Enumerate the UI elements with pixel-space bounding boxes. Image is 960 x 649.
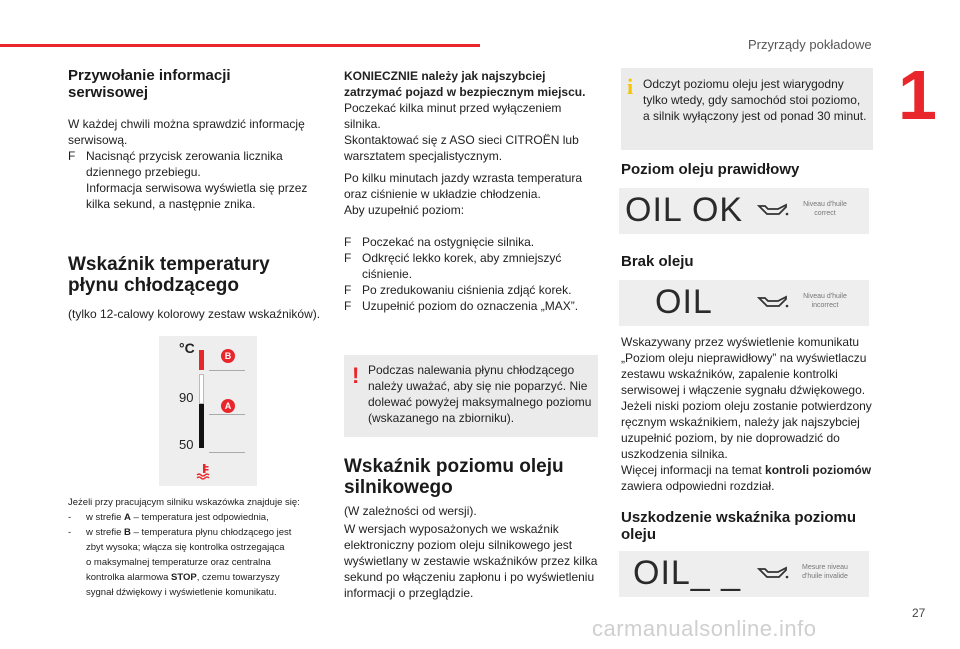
chapter-number: 1 (898, 56, 937, 134)
zone-letter: A (124, 512, 131, 523)
text-line: o maksymalnej temperaturze oraz centralna (86, 557, 271, 568)
section-title: Przyrządy pokładowe (748, 37, 872, 52)
gauge-label-b: B (221, 349, 235, 363)
text-line: serwisową. (68, 133, 128, 147)
text-line: Jeżeli niski poziom oleju zostanie potwierdzony (621, 399, 872, 413)
text-line: sekund po włączeniu zapłonu i po wyświetleniu (344, 570, 595, 584)
bullet-icon: F (344, 235, 352, 249)
gauge-line (209, 414, 245, 415)
note-line: Niveau d'huile (803, 201, 847, 208)
oil-fault-note (795, 563, 855, 581)
text-span: – temperatura jest odpowiednia, (130, 512, 269, 523)
no-oil-paragraph (621, 334, 881, 494)
temperature-heading-line: płynu chłodzącego (68, 275, 240, 296)
text-line: sygnał dźwiękowy i wyświetlenie komunikatu. (86, 587, 277, 598)
version-note: (W zależności od wersji). (344, 504, 477, 518)
oil-ok-note (795, 200, 855, 218)
bullet-icon: F (68, 149, 76, 163)
list-item (344, 298, 604, 314)
text-line: uszkodzenia silnika. (621, 447, 728, 461)
text-line: należy uważać, aby się nie poparzyć. Nie (368, 379, 588, 393)
temperature-heading (68, 254, 270, 296)
text-line: Jeżeli przy pracującym silniku wskazówka znajduje się: (68, 497, 300, 508)
text-line: uzupełnić poziom, by nie doprowadzić do (621, 431, 840, 445)
text-line: zbyt wysoka; włącza się kontrolka ostrzegająca (86, 542, 285, 553)
gauge-line (209, 452, 245, 453)
list-item (68, 148, 338, 212)
oil-fault-display (619, 551, 869, 597)
service-paragraph (68, 116, 338, 212)
text-line: kilka sekund, a następnie znika. (86, 197, 256, 211)
coolant-steps-list (344, 234, 604, 314)
text-line: Poczekać kilka minut przed wyłączeniem (344, 101, 562, 115)
no-oil-heading: Brak oleju (621, 253, 694, 270)
text-line: Aby uzupełnić poziom: (344, 203, 465, 217)
oil-level-heading-line: silnikowego (344, 477, 453, 498)
no-oil-note (795, 292, 855, 310)
coolant-gauge-illustration (159, 336, 257, 486)
text-line: silnika. (344, 117, 381, 131)
text-span: kontrolka alarmowa (86, 572, 172, 583)
oil-can-icon (757, 294, 791, 310)
gauge-red-zone (199, 350, 204, 370)
text-line: dziennego przebiegu. (86, 165, 201, 179)
fault-heading-line: oleju (621, 526, 657, 543)
text-span: Po zredukowaniu ciśnienia zdjąć korek. (362, 283, 572, 297)
page-number: 27 (912, 606, 926, 620)
text-line: a silnik wyłączony jest od ponad 30 minut. (643, 109, 867, 123)
note-line: incorrect (811, 302, 839, 309)
stop-vehicle-paragraph (344, 68, 604, 164)
oil-ok-display-text: OIL OK (625, 191, 744, 229)
bold-line: KONIECZNIE należy jak najszybciej (344, 69, 546, 83)
coolant-paragraph (344, 170, 604, 218)
bullet-icon: F (344, 251, 352, 265)
text-span: Więcej informacji na temat (621, 463, 766, 477)
gauge-line (209, 370, 245, 371)
oil-can-icon (757, 565, 791, 581)
text-line: warsztatem specjalistycznym. (344, 149, 503, 163)
text-line: Odkręcić lekko korek, aby zmniejszyć (362, 251, 562, 265)
oil-fault-display-text: OIL_ _ (633, 554, 742, 592)
list-item (344, 250, 604, 282)
info-icon: i (627, 74, 634, 99)
text-span: Poczekać na ostygnięcie silnika. (362, 235, 535, 249)
text-line: wyświetlany w zestawie wskaźników przez kilka (344, 554, 598, 568)
text-line: elektroniczny poziom oleju silnikowego jest (344, 538, 573, 552)
warning-box (344, 355, 598, 437)
gauge-needle-bar (199, 404, 204, 448)
text-line: „Poziom oleju nieprawidłowy” na wyświetlaczu (621, 351, 867, 365)
gauge-empty-zone (199, 374, 204, 404)
list-item (344, 282, 604, 298)
text-line: serwisowej i włączenie sygnału dźwiękowego. (621, 383, 866, 397)
text-span: w strefie (86, 527, 125, 538)
oil-ok-display (619, 188, 869, 234)
oil-can-icon (757, 202, 791, 218)
text-span: w strefie (86, 512, 125, 523)
watermark: carmanualsonline.info (592, 616, 817, 641)
list-item (68, 510, 338, 525)
zone-letter: B (124, 527, 131, 538)
no-oil-display (619, 280, 869, 326)
gauge-tick-90: 90 (179, 390, 194, 405)
coolant-temperature-icon (195, 462, 213, 480)
text-line: Skontaktować się z ASO sieci CITROËN lub (344, 133, 579, 147)
oil-ok-heading: Poziom oleju prawidłowy (621, 161, 800, 178)
service-heading-line: serwisowej (68, 84, 149, 101)
text-line: Podczas nalewania płynu chłodzącego (368, 363, 575, 377)
text-line: Nacisnąć przycisk zerowania licznika (86, 149, 283, 163)
oil-level-heading-line: Wskaźnik poziomu oleju (344, 456, 564, 477)
text-span: , czemu towarzyszy (196, 572, 280, 583)
text-span: Uzupełnić poziom do oznaczenia „MAX”. (362, 299, 579, 313)
text-line: (wskazanego na zbiorniku). (368, 411, 515, 425)
text-line: oraz ciśnienie w układzie chłodzenia. (344, 187, 541, 201)
list-item (344, 234, 604, 250)
text-line: ciśnienie. (362, 267, 413, 281)
stop-label: STOP (171, 572, 197, 583)
list-item (68, 525, 338, 600)
text-line: dolewać powyżej maksymalnego poziomu (368, 395, 592, 409)
temperature-heading-line: Wskaźnik temperatury (68, 254, 270, 275)
gauge-caption (68, 495, 338, 600)
text-line: ręcznym wskaźnikiem, należy jak najszybciej (621, 415, 860, 429)
text-line: Po kilku minutach jazdy wzrasta temperatura (344, 171, 583, 185)
gauge-unit: °C (179, 340, 195, 356)
no-oil-display-text: OIL (655, 283, 713, 321)
text-line: Odczyt poziomu oleju jest wiarygodny (643, 77, 844, 91)
note-line: d'huile invalide (802, 573, 848, 580)
text-line: W każdej chwili można sprawdzić informację (68, 117, 305, 131)
service-heading-line: Przywołanie informacji (68, 67, 231, 84)
note-line: correct (814, 210, 836, 217)
oil-level-heading (344, 456, 564, 498)
fault-heading-line: Uszkodzenie wskaźnika poziomu (621, 509, 857, 526)
bold-line: zatrzymać pojazd w bezpiecznym miejscu. (344, 85, 586, 99)
cross-reference: kontroli poziomów (765, 463, 872, 477)
service-heading (68, 67, 231, 101)
note-line: Niveau d'huile (803, 293, 847, 300)
bullet-icon: F (344, 299, 352, 313)
gauge-tick-50: 50 (179, 437, 194, 452)
text-line: Wskazywany przez wyświetlenie komunikatu (621, 335, 860, 349)
text-line: zestawu wskaźników, zapalenie kontrolki (621, 367, 838, 381)
dash-marker: - (68, 527, 72, 538)
bullet-icon: F (344, 283, 352, 297)
temperature-note: (tylko 12-calowy kolorowy zestaw wskaźników). (68, 307, 321, 321)
text-line: informacji o przeglądzie. (344, 586, 474, 600)
info-text (643, 76, 869, 124)
warning-icon: ! (352, 363, 360, 388)
gauge-label-a: A (221, 399, 235, 413)
oil-level-paragraph (344, 521, 604, 601)
warning-text (368, 362, 594, 426)
note-line: Mesure niveau (802, 564, 848, 571)
text-span: – temperatura płynu chłodzącego jest (130, 527, 292, 538)
info-box (621, 68, 873, 150)
fault-heading (621, 509, 856, 543)
text-line: zawiera odpowiedni rozdział. (621, 479, 775, 493)
text-line: tylko wtedy, gdy samochód stoi poziomo, (643, 93, 861, 107)
dash-marker: - (68, 512, 72, 523)
text-line: W wersjach wyposażonych we wskaźnik (344, 522, 559, 536)
text-line: Informacja serwisowa wyświetla się przez (86, 181, 308, 195)
header-accent-bar (0, 44, 480, 47)
